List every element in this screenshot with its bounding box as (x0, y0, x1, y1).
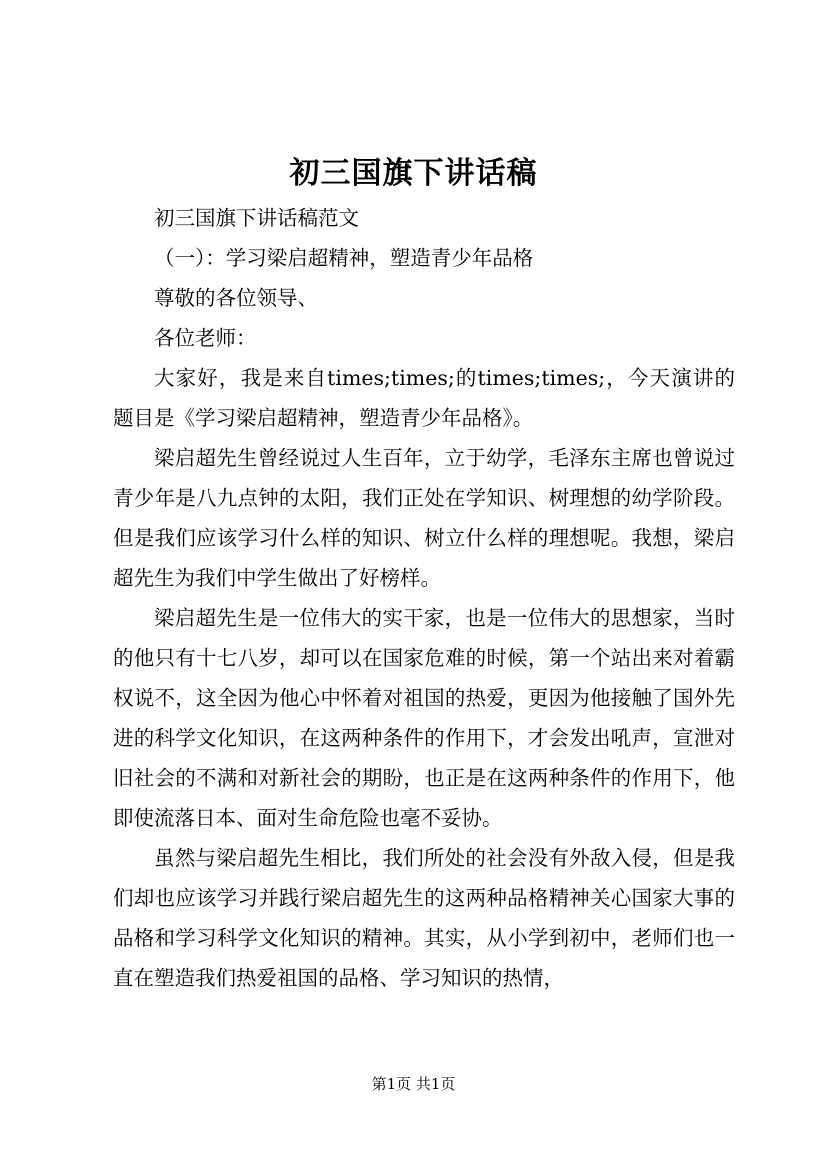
paragraph-body-2: 梁启超先生是一位伟大的实干家，也是一位伟大的思想家，当时的他只有十七八岁，却可以在国家危难的时候，第一个站出来对着霸权说不，这全因为他心中怀着对祖国的热爱，更因为他接触了国外先进的科学文化知识，在这两种条件的作用下，才会发出吼声，宣泄对旧社会的不满和对新社会的期盼，也正是在这两种条件的作用下，他即使流落日本、面对生命危险也毫不妥协。 (113, 606, 735, 830)
paragraph-body-3: 虽然与梁启超先生相比，我们所处的社会没有外敌入侵，但是我们却也应该学习并践行梁启超先生的这两种品格精神关心国家大事的品格和学习科学文化知识的精神。其实，从小学到初中，老师们也一直在塑造我们热爱祖国的品格、学习知识的热情， (113, 846, 735, 990)
paragraph-heading: （一）：学习梁启超精神，塑造青少年品格 (154, 246, 534, 270)
paragraph-body-1: 梁启超先生曾经说过人生百年，立于幼学，毛泽东主席也曾说过青少年是八九点钟的太阳，我们正处在学知识、树理想的幼学阶段。但是我们应该学习什么样的知识、树立什么样的理想呢。我想，梁启超先生为我们中学生做出了好榜样。 (113, 446, 735, 590)
document-title: 初三国旗下讲话稿 (289, 156, 538, 191)
paragraph-salutation-2: 各位老师： (154, 326, 257, 350)
page-footer: 第1页 共1页 (371, 1075, 456, 1093)
paragraph-subtitle: 初三国旗下讲话稿范文 (154, 206, 359, 230)
paragraph-greeting: 大家好，我是来自times;times;的times;times;，今天演讲的题目是《学习梁启超精神，塑造青少年品格》。 (113, 366, 735, 430)
paragraph-salutation-1: 尊敬的各位领导、 (154, 286, 318, 310)
document-body (113, 198, 735, 998)
